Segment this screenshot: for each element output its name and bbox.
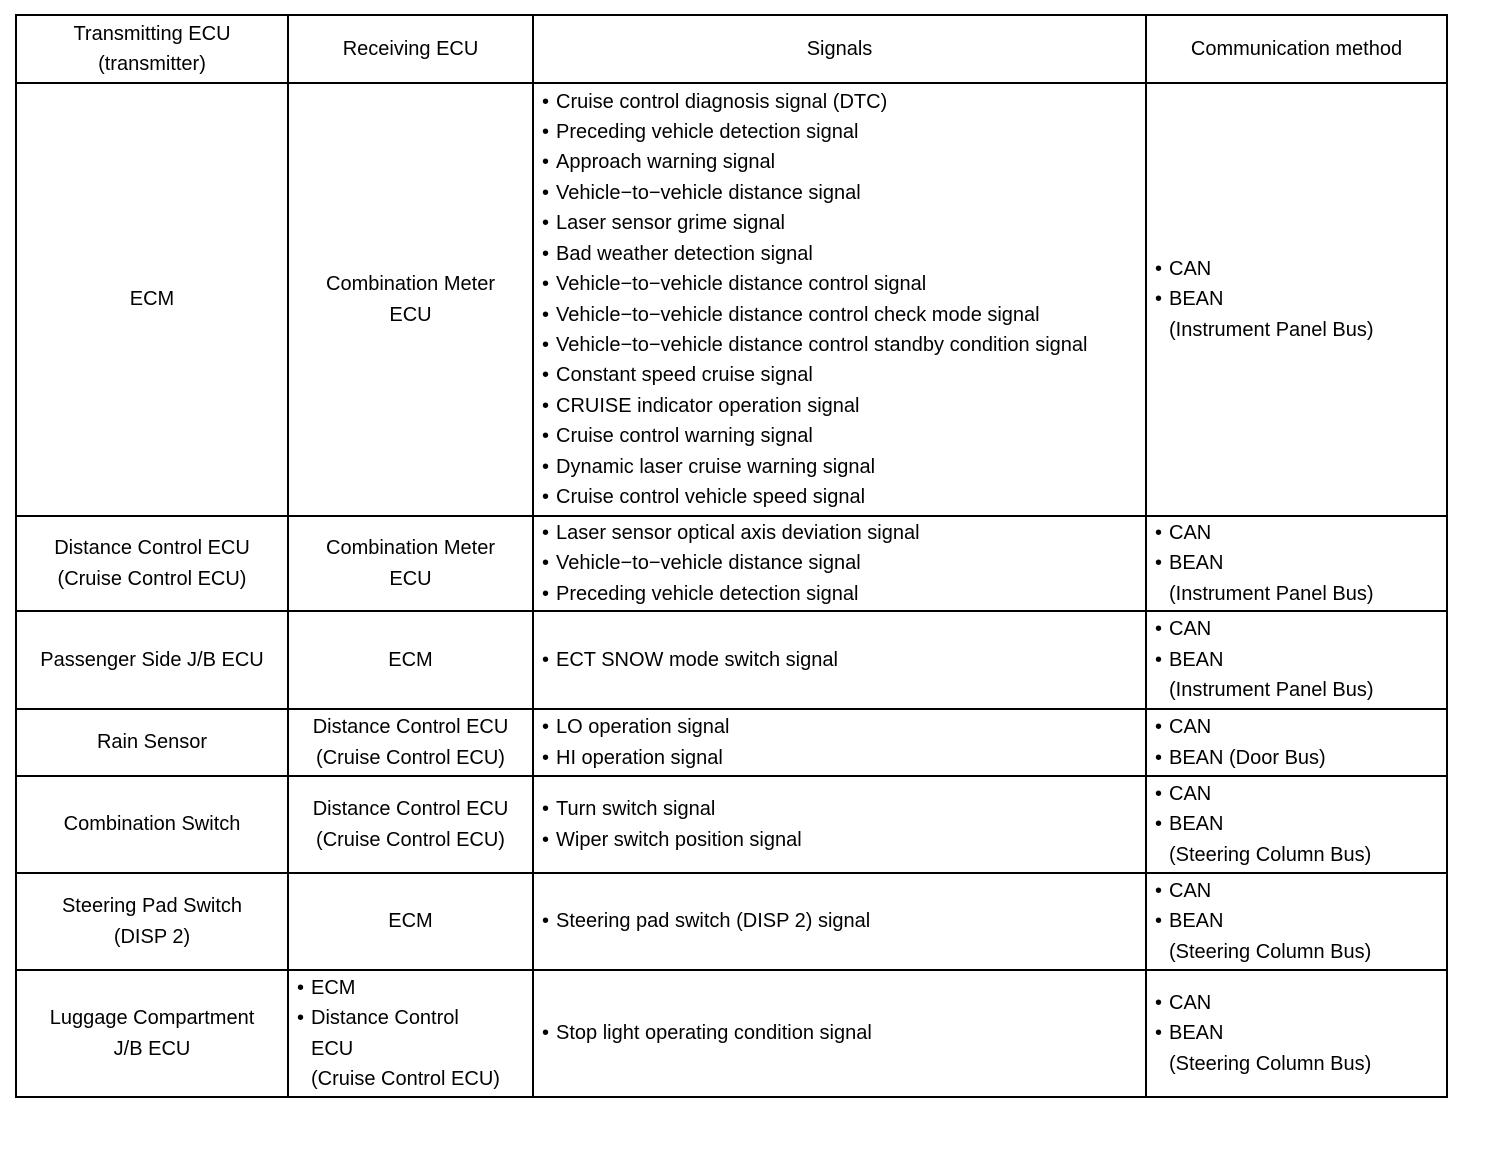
transmitting-line: (DISP 2) bbox=[113, 925, 191, 948]
table-row bbox=[16, 776, 1447, 873]
method-item: • CAN bbox=[1155, 876, 1438, 906]
method-item: • BEAN bbox=[1155, 645, 1438, 675]
signal-item: • LO operation signal bbox=[542, 712, 1137, 742]
signal-item: • Vehicle−to−vehicle distance control signal bbox=[542, 269, 1137, 299]
receiving-line: (Cruise Control ECU) bbox=[316, 746, 505, 769]
method-item: • CAN bbox=[1155, 614, 1438, 644]
method-item: • CAN bbox=[1155, 988, 1438, 1018]
header-signals: Signals bbox=[533, 15, 1146, 83]
method-item: • BEAN bbox=[1155, 809, 1438, 839]
receiving-line: ECM bbox=[388, 910, 433, 933]
method-cell bbox=[1146, 83, 1447, 516]
receiving-item: • Distance Control bbox=[297, 1003, 524, 1033]
transmitting-cell bbox=[16, 516, 288, 611]
receiving-line: (Cruise Control ECU) bbox=[316, 828, 505, 851]
method-cell bbox=[1146, 873, 1447, 970]
method-item: • CAN bbox=[1155, 712, 1438, 742]
table-row bbox=[16, 611, 1447, 709]
signal-item: • Preceding vehicle detection signal bbox=[542, 117, 1137, 147]
transmitting-line: Combination Switch bbox=[63, 813, 241, 836]
signals-cell bbox=[533, 516, 1146, 611]
transmitting-cell bbox=[16, 873, 288, 970]
transmitting-line: Passenger Side J/B ECU bbox=[40, 648, 264, 671]
signal-item: • HI operation signal bbox=[542, 743, 1137, 773]
receiving-cell bbox=[288, 516, 533, 611]
method-item: • BEAN bbox=[1155, 548, 1438, 578]
signal-item: • ECT SNOW mode switch signal bbox=[542, 645, 1137, 675]
header-transmitting-line1: Transmitting ECU bbox=[73, 22, 231, 45]
table-row bbox=[16, 83, 1447, 516]
method-cell bbox=[1146, 776, 1447, 873]
table-row bbox=[16, 970, 1447, 1097]
receiving-line: ECU bbox=[389, 303, 432, 326]
transmitting-line: J/B ECU bbox=[113, 1037, 191, 1060]
receiving-line: Combination Meter bbox=[326, 537, 495, 560]
header-row bbox=[16, 15, 1447, 83]
transmitting-line: (Cruise Control ECU) bbox=[57, 567, 247, 590]
signals-cell bbox=[533, 83, 1146, 516]
receiving-cell bbox=[288, 873, 533, 970]
method-item: • CAN bbox=[1155, 779, 1438, 809]
transmitting-line: Rain Sensor bbox=[96, 731, 208, 754]
transmitting-line: Luggage Compartment bbox=[49, 1007, 255, 1030]
table-row bbox=[16, 516, 1447, 611]
method-item: • BEAN bbox=[1155, 906, 1438, 936]
signal-item: • CRUISE indicator operation signal bbox=[542, 391, 1137, 421]
transmitting-line: ECM bbox=[129, 288, 175, 311]
method-cell bbox=[1146, 611, 1447, 709]
method-cell bbox=[1146, 970, 1447, 1097]
transmitting-cell bbox=[16, 611, 288, 709]
method-cell bbox=[1146, 516, 1447, 611]
method-note: (Steering Column Bus) bbox=[1169, 1052, 1372, 1075]
transmitting-cell bbox=[16, 83, 288, 516]
receiving-cell bbox=[288, 611, 533, 709]
receiving-cell bbox=[288, 83, 533, 516]
table-row bbox=[16, 709, 1447, 776]
signal-item: • Cruise control vehicle speed signal bbox=[542, 482, 1137, 512]
transmitting-cell bbox=[16, 776, 288, 873]
method-note: (Instrument Panel Bus) bbox=[1169, 679, 1374, 702]
method-item: • CAN bbox=[1155, 254, 1438, 284]
receiving-item: • ECM bbox=[297, 973, 524, 1003]
signal-item: • Bad weather detection signal bbox=[542, 239, 1137, 269]
method-item: • BEAN bbox=[1155, 1018, 1438, 1048]
method-note: (Steering Column Bus) bbox=[1169, 843, 1372, 866]
method-item: • BEAN bbox=[1155, 284, 1438, 314]
signal-item: • Stop light operating condition signal bbox=[542, 1018, 1137, 1048]
method-note: (Instrument Panel Bus) bbox=[1169, 318, 1374, 341]
transmitting-cell bbox=[16, 709, 288, 776]
receiving-line: ECU bbox=[389, 567, 432, 590]
signal-item: • Turn switch signal bbox=[542, 794, 1137, 824]
receiving-cell bbox=[288, 970, 533, 1097]
receiving-cell bbox=[288, 776, 533, 873]
receiving-cell bbox=[288, 709, 533, 776]
signal-item: • Cruise control diagnosis signal (DTC) bbox=[542, 87, 1137, 117]
signal-item: • Vehicle−to−vehicle distance signal bbox=[542, 548, 1137, 578]
header-receiving: Receiving ECU bbox=[288, 15, 533, 83]
transmitting-line: Steering Pad Switch bbox=[61, 895, 243, 918]
signal-item: • Approach warning signal bbox=[542, 147, 1137, 177]
signal-item: • Vehicle−to−vehicle distance control check mode signal bbox=[542, 300, 1137, 330]
signal-item: • Cruise control warning signal bbox=[542, 421, 1137, 451]
signals-cell bbox=[533, 970, 1146, 1097]
signal-item: • Steering pad switch (DISP 2) signal bbox=[542, 906, 1137, 936]
signal-item: • Wiper switch position signal bbox=[542, 825, 1137, 855]
header-transmitting bbox=[16, 15, 288, 83]
signal-item: • Laser sensor optical axis deviation signal bbox=[542, 518, 1137, 548]
signals-cell bbox=[533, 776, 1146, 873]
signal-item: • Vehicle−to−vehicle distance control standby condition signal bbox=[542, 330, 1137, 360]
receiving-line: Combination Meter bbox=[326, 273, 495, 296]
signal-item: • Vehicle−to−vehicle distance signal bbox=[542, 178, 1137, 208]
signal-item: • Dynamic laser cruise warning signal bbox=[542, 452, 1137, 482]
method-cell bbox=[1146, 709, 1447, 776]
table-row bbox=[16, 873, 1447, 970]
signal-item: • Constant speed cruise signal bbox=[542, 360, 1137, 390]
header-method: Communication method bbox=[1146, 15, 1447, 83]
receiving-line: ECM bbox=[388, 648, 433, 671]
receiving-cont: ECU bbox=[311, 1037, 354, 1060]
transmitting-cell bbox=[16, 970, 288, 1097]
receiving-cont: (Cruise Control ECU) bbox=[311, 1067, 500, 1090]
transmitting-line: Distance Control ECU bbox=[54, 537, 250, 560]
method-item: • CAN bbox=[1155, 518, 1438, 548]
signals-cell bbox=[533, 611, 1146, 709]
signal-item: • Laser sensor grime signal bbox=[542, 208, 1137, 238]
receiving-line: Distance Control ECU bbox=[312, 798, 509, 821]
communication-table bbox=[15, 14, 1448, 1098]
signals-cell bbox=[533, 873, 1146, 970]
header-transmitting-line2: (transmitter) bbox=[98, 53, 206, 75]
method-note: (Instrument Panel Bus) bbox=[1169, 582, 1374, 605]
receiving-line: Distance Control ECU bbox=[312, 716, 509, 739]
signal-item: • Preceding vehicle detection signal bbox=[542, 579, 1137, 609]
method-note: (Steering Column Bus) bbox=[1169, 940, 1372, 963]
signals-cell bbox=[533, 709, 1146, 776]
method-item: • BEAN (Door Bus) bbox=[1155, 743, 1438, 773]
